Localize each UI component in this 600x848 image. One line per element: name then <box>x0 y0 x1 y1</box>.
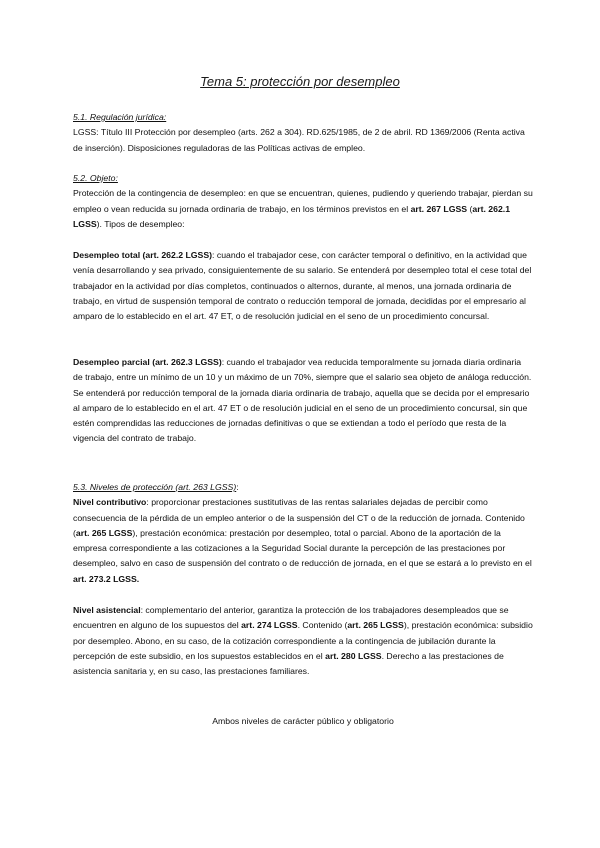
section-niveles: 5.3. Niveles de protección (art. 263 LGSS): Nivel contributivo: proporcionar prestaciones sustitutivas de las rentas salariales dejadas de percibir como consecuencia de la pérdida de un empleo anterior o de la suspensión del CT o de la reducción de jornada. Contenido (art. 265 LGSS), prestación económica: prestación por desempleo, total o parcial. Abono de la aportación de la empresa correspondiente a las cotizaciones a la Seguridad Social durante la percepción de las prestaciones por desempleo, salvo en caso de suspensión del contrato o de reducción de jornada, en el que se estará a lo previsto en el art. 273.2 LGSS. <box>73 480 533 587</box>
objeto-paragraph: Protección de la contingencia de desempleo: en que se encuentran, quienes, pudiendo y queriendo trabajar, pierdan su empleo o vean reducida su jornada ordinaria de trabajo, en los términos previstos en el art. 267 LGSS (art. 262.1 LGSS). Tipos de desempleo: <box>73 188 533 229</box>
section-text: LGSS: Título III Protección por desempleo (arts. 262 a 304). RD.625/1985, de 2 de abril. RD 1369/2006 (Renta activa de inserción). Disposiciones reguladoras de las Políticas activas de empleo. <box>73 127 525 153</box>
section-heading: 5.2. Objeto: <box>73 173 118 183</box>
closing-line: Ambos niveles de carácter público y obligatorio <box>212 716 394 726</box>
section-heading: 5.1. Regulación jurídica: <box>73 112 167 122</box>
section-heading: 5.3. Niveles de protección (art. 263 LGSS) <box>73 482 237 492</box>
desempleo-total-label: Desempleo total (art. 262.2 LGSS) <box>73 250 213 260</box>
document-title: Tema 5: protección por desempleo <box>200 74 400 89</box>
section-regulacion <box>73 110 533 156</box>
nivel-contributivo-paragraph: Nivel contributivo: proporcionar prestaciones sustitutivas de las rentas salariales dejadas de percibir como consecuencia de la pérdida de un empleo anterior o de la suspensión del CT o de la reducción de jornada. Contenido (art. 265 LGSS), prestación económica: prestación por desempleo, total o parcial. Abono de la aportación de la empresa correspondiente a las cotizaciones a la Seguridad Social durante la percepción de las prestaciones por desempleo, salvo en caso de suspensión del contrato o de reducción de jornada, en el que se estará a lo previsto en el art. 273.2 LGSS. <box>73 497 532 584</box>
nivel-asistencial-paragraph: Nivel asistencial: complementario del anterior, garantiza la protección de los trabajadores desempleados que se encuentren en alguno de los supuestos del art. 274 LGSS. Contenido (art. 265 LGSS), prestación económica: subsidio por desempleo. Abono, en su caso, de la cotización correspondiente a la contingencia de jubilación durante la percepción de este subsidio, en los supuestos establecidos en el art. 280 LGSS. Derecho a las prestaciones de asistencia sanitaria y, en su caso, las prestaciones familiares. <box>73 605 533 677</box>
section-objeto <box>73 171 533 232</box>
desempleo-total-paragraph: Desempleo total (art. 262.2 LGSS): cuando el trabajador cese, con carácter temporal o definitivo, en la actividad que venía desarrollando y sea privado, consiguientemente de su salario. Se entenderá por desempleo total el cese total del trabajador en la actividad por días completos, continuados o alternos, durante, al menos, una jornada ordinaria de trabajo, en virtud de suspensión temporal de contrato o reducción temporal de jornada, decididas por el empresario al amparo de lo establecido en el art. 47 ET, o de resolución judicial en el seno de un procedimiento concursal. <box>73 250 532 322</box>
desempleo-parcial-paragraph: Desempleo parcial (art. 262.3 LGSS): cuando el trabajador vea reducida temporalmente su jornada diaria ordinaria de trabajo, entre un mínimo de un 10 y un máximo de un 70%, siempre que el salario sea objeto de análoga reducción. Se entenderá por reducción temporal de la jornada diaria ordinaria de trabajo, aquella que se decida por el empresario al amparo de lo establecido en el art. 47 ET o de resolución judicial en el seno de un procedimiento concursal, sin que estén comprendidas las reducciones de jornadas definitivas o que se extiendan a todo el período que resta de la vigencia del contrato de trabajo. <box>73 357 532 444</box>
desempleo-parcial-label: Desempleo parcial (art. 262.3 LGSS) <box>73 357 222 367</box>
